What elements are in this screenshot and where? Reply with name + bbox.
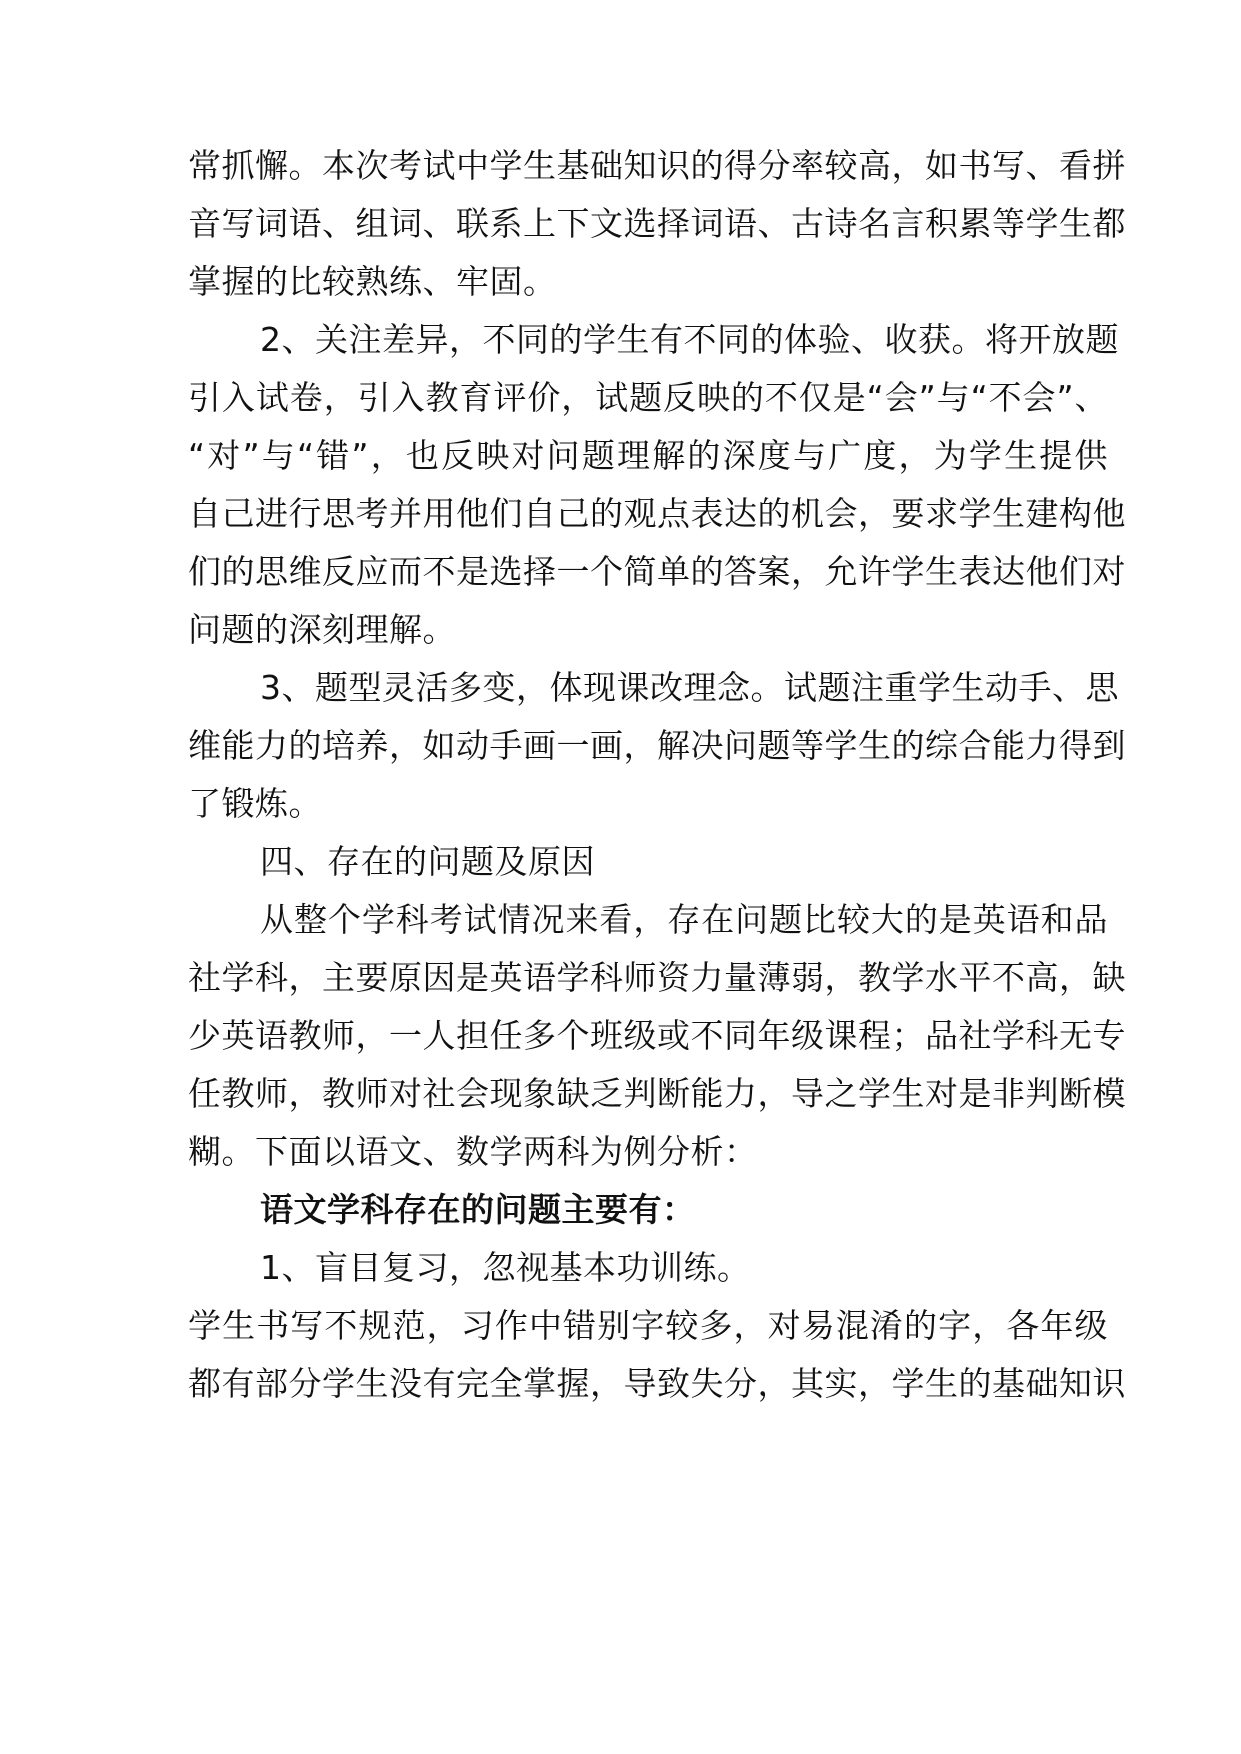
text-line: 音写词语、组词、联系上下文选择词语、古诗名言积累等学生都 (188, 204, 1126, 243)
bold-subheading: 语文学科存在的问题主要有： (260, 1190, 696, 1229)
text-line: 少英语教师，一人担任多个班级或不同年级课程；品社学科无专 (188, 1016, 1126, 1055)
paragraph-causes-start: 从整个学科考试情况来看，存在问题比较大的是英语和品 (260, 900, 1108, 939)
text-line: 维能力的培养，如动手画一画，解决问题等学生的综合能力得到 (188, 726, 1126, 765)
text-line: 社学科，主要原因是英语学科师资力量薄弱，教学水平不高，缺 (188, 958, 1126, 997)
text-line: 引入试卷，引入教育评价，试题反映的不仅是“会”与“不会”、 (188, 378, 1108, 417)
text-line: 学生书写不规范，习作中错别字较多，对易混淆的字，各年级 (188, 1306, 1108, 1345)
text-line: 常抓懈。本次考试中学生基础知识的得分率较高，如书写、看拼 (188, 146, 1126, 185)
section-heading: 四、存在的问题及原因 (260, 842, 595, 881)
text-line: “对”与“错”，也反映对问题理解的深度与广度，为学生提供 (188, 436, 1108, 475)
paragraph-3-start: 3、题型灵活多变，体现课改理念。试题注重学生动手、思 (260, 668, 1119, 707)
text-line: 了锻炼。 (188, 784, 322, 823)
text-line: 任教师，教师对社会现象缺乏判断能力，导之学生对是非判断模 (188, 1074, 1126, 1113)
text-line: 问题的深刻理解。 (188, 610, 456, 649)
text-line: 都有部分学生没有完全掌握，导致失分，其实，学生的基础知识 (188, 1364, 1126, 1403)
text-line: 自己进行思考并用他们自己的观点表达的机会，要求学生建构他 (188, 494, 1126, 533)
text-line: 掌握的比较熟练、牢固。 (188, 262, 557, 301)
text-line: 们的思维反应而不是选择一个简单的答案，允许学生表达他们对 (188, 552, 1126, 591)
text-line: 糊。下面以语文、数学两科为例分析： (188, 1132, 758, 1171)
list-item-heading: 1、盲目复习，忽视基本功训练。 (260, 1248, 751, 1287)
paragraph-2-start: 2、关注差异，不同的学生有不同的体验、收获。将开放题 (260, 320, 1119, 359)
